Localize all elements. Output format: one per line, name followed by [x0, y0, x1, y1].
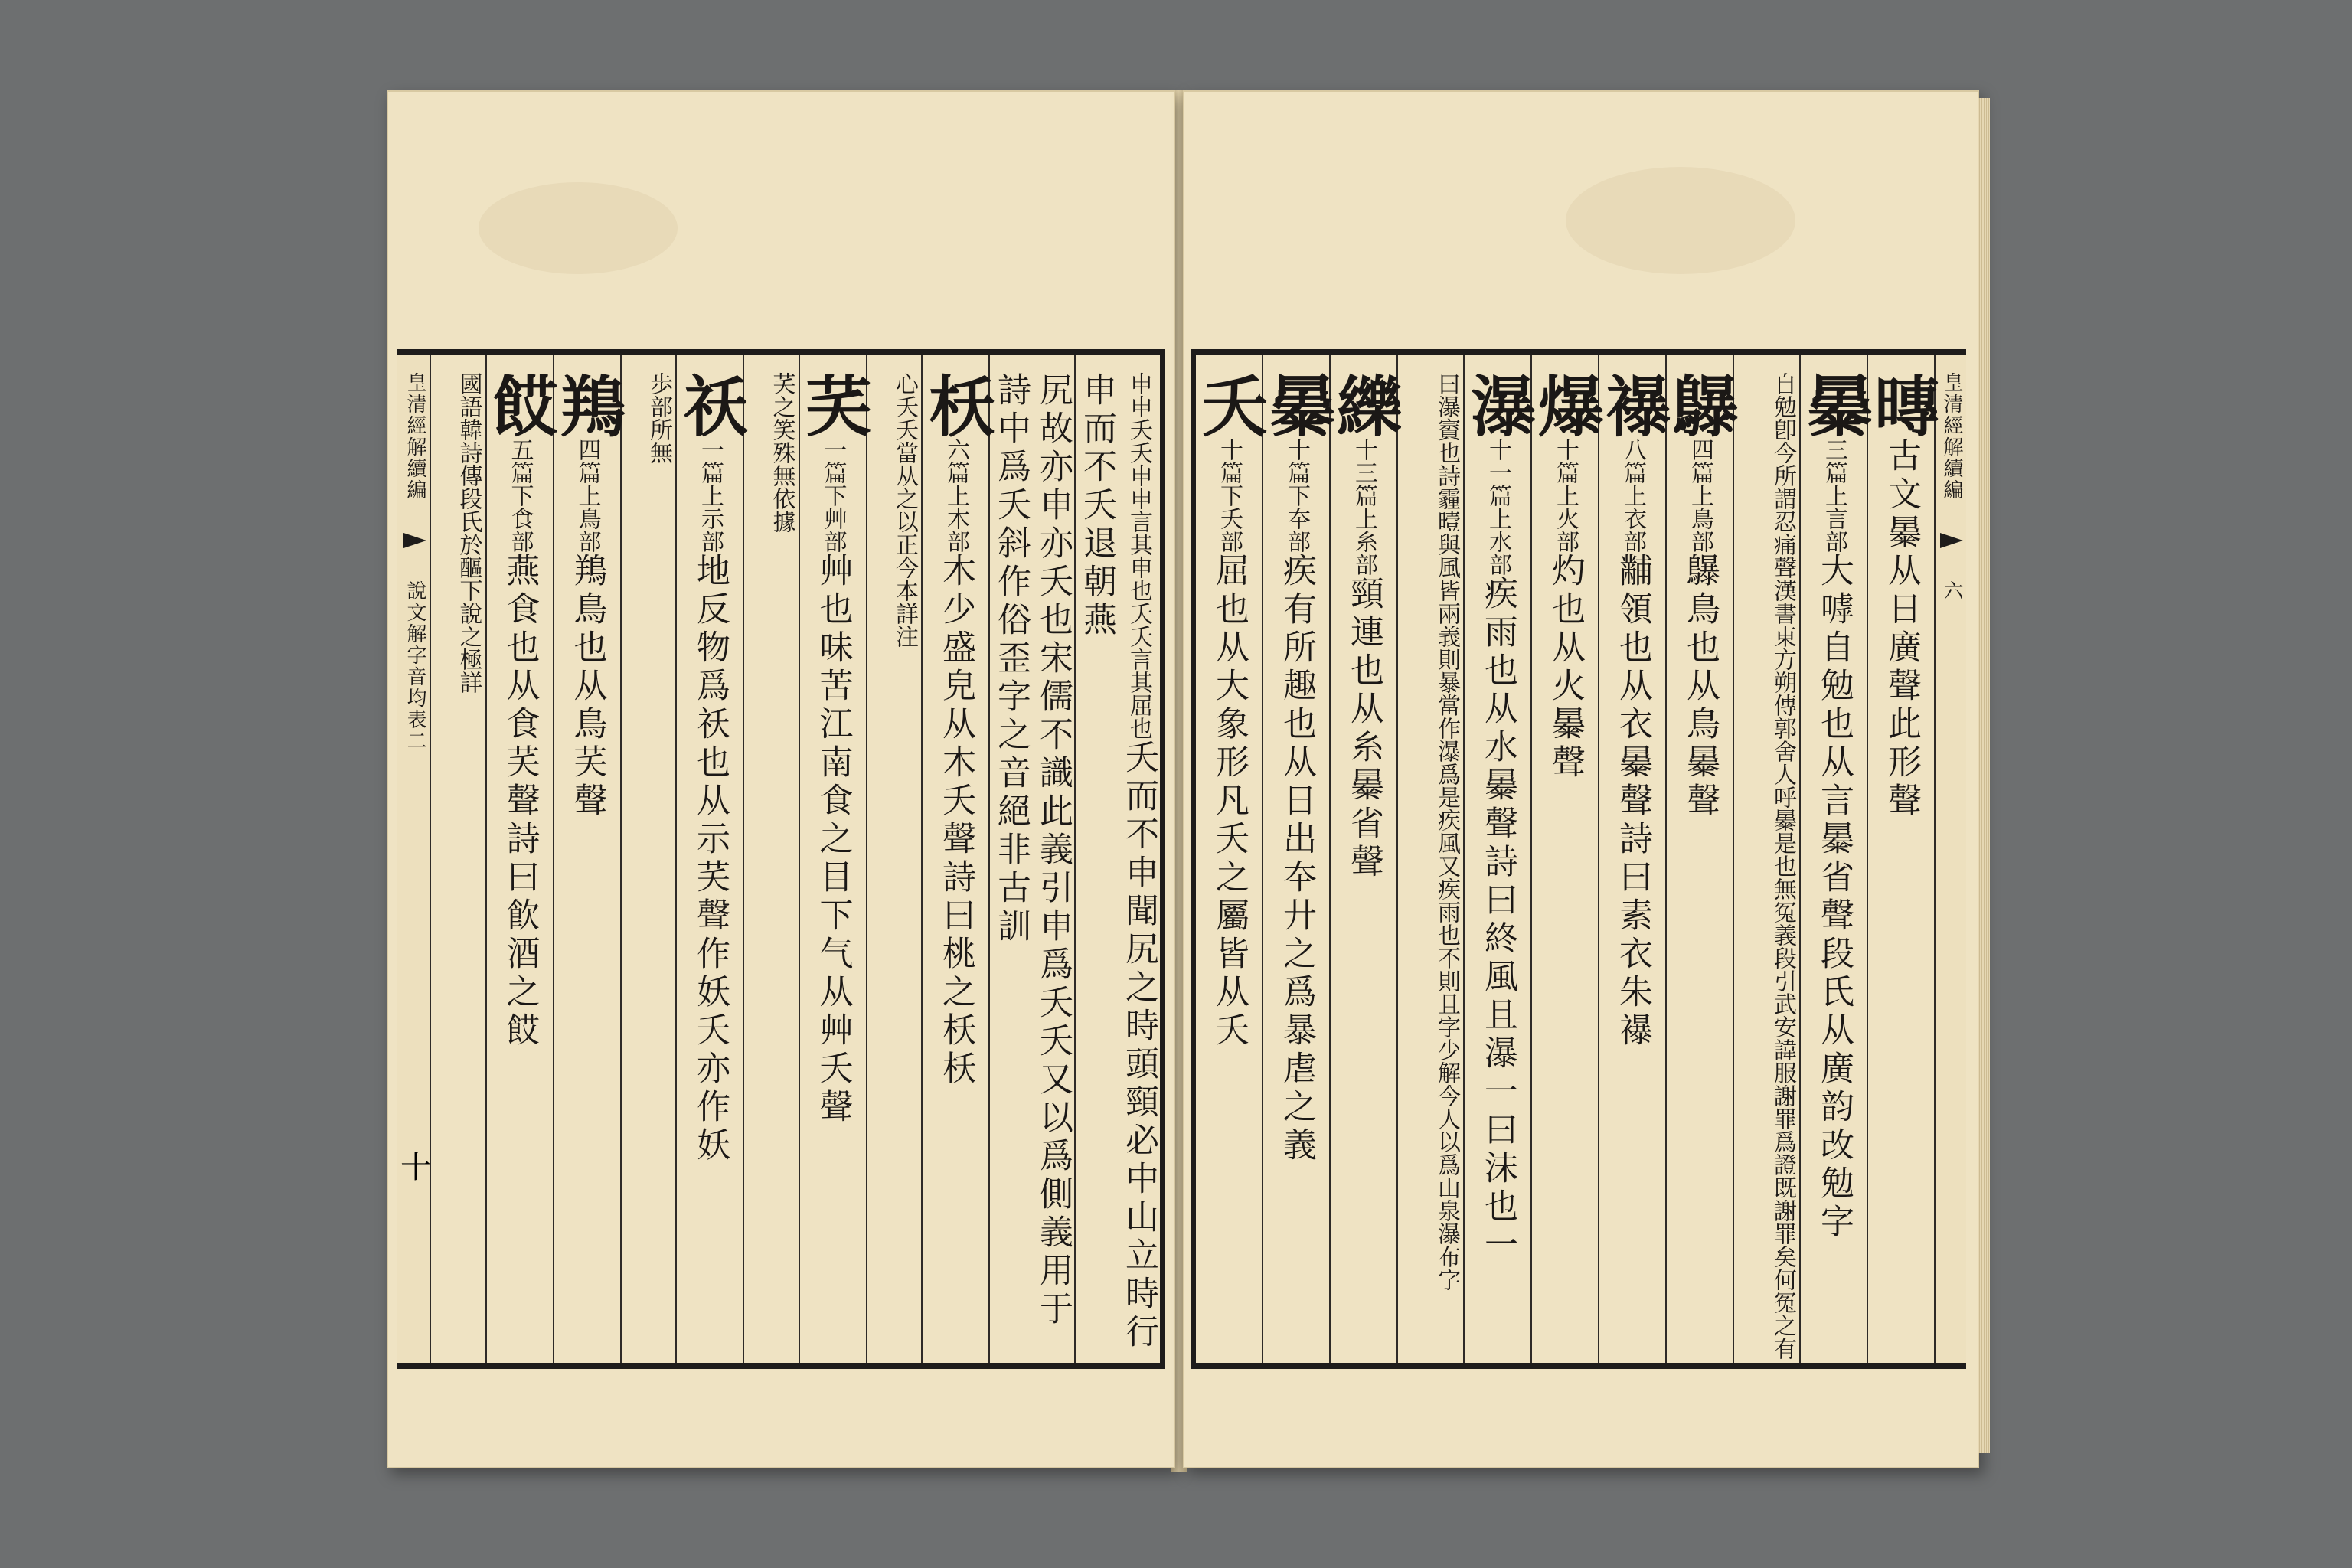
left-column: [917, 355, 995, 1363]
definition-text: 燕食也从食芺聲詩曰飮酒之餀: [500, 553, 540, 1050]
headword: 枖: [917, 372, 995, 438]
annotation-text: 六篇上木部: [942, 438, 969, 553]
right-column: [1191, 355, 1268, 1363]
left-banner-subtitle: 說文解字音均表二: [403, 580, 426, 752]
annotation-text: 十三篇上糸部: [1351, 438, 1377, 576]
annotation-text: 五篇下食部: [506, 438, 534, 553]
left-column: [1074, 355, 1160, 1363]
right-column: [1795, 355, 1873, 1363]
definition-text: 屈也从大象形凡夭之屬皆从夭: [1210, 553, 1249, 1050]
annotation-text: 國語韓詩傳段氏於醧下說之極詳: [455, 372, 482, 694]
definition-text: 鸔鳥也从鳥㬥聲: [1681, 553, 1720, 821]
annotation-text: 十篇上火部: [1552, 438, 1579, 553]
headword: 襮: [1594, 372, 1671, 438]
headword: 㬥: [1258, 372, 1335, 438]
annotation-text: 申申夭夭申申言其申也夭夭言其屈也: [1125, 372, 1152, 740]
annotation-text: 八篇上衣部: [1619, 438, 1646, 553]
annotation-text: 芺之笑殊無依據: [768, 372, 795, 533]
definition-text: 艸也味苦江南食之目下气从艸夭聲: [813, 553, 853, 1127]
headword: 爆: [1527, 372, 1604, 438]
definition-text: 木少盛皃从木夭聲詩曰桃之枖枖: [936, 553, 975, 1089]
left-folio: 十: [400, 1150, 431, 1185]
definition-text: 疾雨也从水㬥聲詩曰終風且瀑一曰沫也一: [1478, 576, 1517, 1265]
right-column: [1594, 355, 1671, 1363]
annotation-text: 曰瀑賨也詩霾曀與風皆兩義則暴當作瀑爲是疾風又疾雨也不則且字少解今人以爲山泉瀑布字: [1433, 372, 1460, 1291]
right-banner-column: [1934, 355, 1966, 1363]
left-text-frame: [397, 349, 1165, 1369]
left-column: [671, 355, 749, 1363]
headword: 鸔: [1661, 372, 1739, 438]
headword: 㬥: [1795, 372, 1873, 438]
left-page: [387, 90, 1175, 1468]
definition-text: 尻故亦申亦夭也宋儒不識此義引申爲夭夭又以爲側義用于詩中爲夭斜作俗歪字之音絕非古訓: [991, 372, 1073, 1329]
right-column: [1396, 355, 1463, 1363]
right-column: [1527, 355, 1604, 1363]
definition-text: 鴹鳥也从鳥芺聲: [567, 553, 607, 821]
definition-text: 夭而不申聞尻之時頭頸必中山立時行申而不夭退朝燕: [1077, 372, 1158, 1352]
left-column: [866, 355, 922, 1363]
annotation-text: 一篇下艸部: [819, 438, 847, 553]
right-column: [1258, 355, 1335, 1363]
annotation-text: 十篇下夲部: [1283, 438, 1310, 553]
annotation-text: 三篇上言部: [1821, 438, 1847, 553]
fish-tail-mark-icon: [403, 533, 426, 548]
right-banner-title: 皇清經解續編: [1940, 372, 1963, 501]
left-column: [794, 355, 872, 1363]
left-column: [481, 355, 559, 1363]
right-column: [1863, 355, 1940, 1363]
left-column: [743, 355, 799, 1363]
annotation-text: 四篇上鳥部: [1687, 438, 1713, 553]
headword: 暷: [1863, 372, 1940, 438]
headword: 纅: [1325, 372, 1403, 438]
headword: 祅: [671, 372, 749, 438]
left-banner-column: [397, 355, 430, 1363]
headword: 餀: [481, 372, 559, 438]
annotation-text: 十一篇上水部: [1485, 438, 1511, 576]
right-column: [1325, 355, 1403, 1363]
headword: 鴹: [548, 372, 626, 438]
definition-text: 地反物爲祅也从示芺聲作妖夭亦作妖: [691, 553, 730, 1165]
headword: 瀑: [1459, 372, 1537, 438]
annotation-text: 自勉卽今所謂忍痛聲漢書東方朔傳郭舍人呼㬥是也無冤義段引武安諱服謝罪爲證既謝罪矣何冤之有: [1769, 372, 1796, 1360]
left-banner-title: 皇清經解續編: [403, 372, 426, 501]
definition-text: 黼領也从衣㬥聲詩曰素衣朱襮: [1613, 553, 1652, 1050]
annotation-text: 一篇上示部: [697, 438, 724, 553]
right-column: [1661, 355, 1739, 1363]
fish-tail-mark-icon: [1940, 533, 1963, 548]
definition-text: 大嘑自勉也从言㬥省聲段氏从廣韵改勉字: [1815, 553, 1854, 1242]
page-edges: [1978, 98, 1990, 1453]
definition-text: 灼也从火㬥聲: [1546, 553, 1585, 782]
open-book: [387, 90, 1987, 1476]
definition-text: 疾有所趣也从日出夲廾之爲暴虐之義: [1277, 553, 1316, 1165]
left-column: [430, 355, 485, 1363]
right-folio: 六: [1940, 580, 1963, 602]
annotation-text: 十篇下夭部: [1216, 438, 1243, 553]
right-text-frame: [1191, 349, 1966, 1369]
right-column: [1459, 355, 1537, 1363]
headword: 芺: [794, 372, 872, 438]
annotation-text: 四篇上鳥部: [573, 438, 601, 553]
annotation-text: 歩部所無: [645, 372, 672, 464]
definition-text: 頸連也从糸㬥省聲: [1344, 576, 1383, 882]
left-column: [988, 355, 1074, 1363]
right-column: [1733, 355, 1799, 1363]
headword: 夭: [1191, 372, 1268, 438]
right-page: [1183, 90, 1979, 1468]
definition-text: 古文㬥从日廣聲此形聲: [1882, 438, 1921, 821]
left-column: [620, 355, 676, 1363]
annotation-text: 心夭夭當从之以正今本詳注: [891, 372, 918, 648]
left-column: [548, 355, 626, 1363]
